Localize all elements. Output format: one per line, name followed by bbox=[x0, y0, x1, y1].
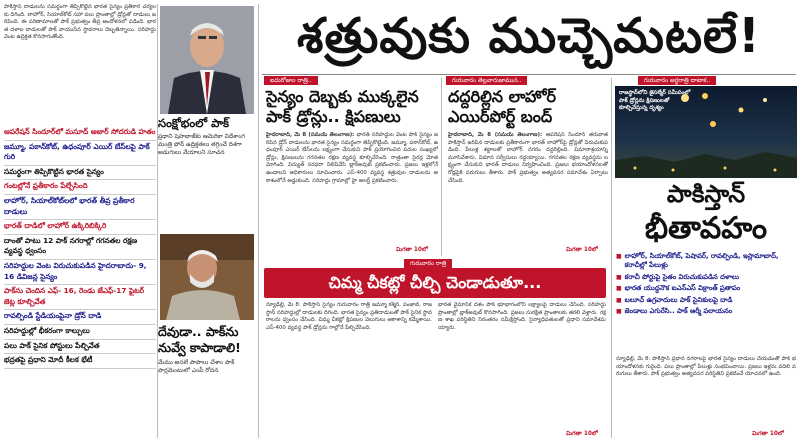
bullet-icon: ■ bbox=[616, 296, 622, 304]
right-headline-1: పాకిస్తాన్ bbox=[666, 180, 746, 208]
person-illustration-2 bbox=[160, 234, 254, 320]
story2-body: ఆపరేషన్ సిందూర్ తరువాత పాకిస్తాన్ జరిపిన దాడులకు ప్రతీకారంగా భారత్ లాహోర్‌పై డ్రోన్లతో విరుచుకుపడింది. పేలుళ్ల శబ్దాలతో లాహోర్ నగరం దద్దరిల్లింది. విమానాశ్రయాన్ని మూసివేశారు. విమాన సర్వీసులు రద్దయ్యాయి. గగనతల రక్షణ వ్యవస్థను లక్ష్యంగా చేసుకుని భారత్ దాడులు నిర్వహించింది. ప్రజలు భయాందోళనలతో రోడ్లపైకి పరుగులు తీశారు. పాక్ ప్రభుత్వం అత్యవసర సమావేశం ఏర్పాటు చేసింది. bbox=[448, 132, 608, 184]
quote-sub: మేము అసలే పాపాలు చేశాం పాక్ పార్లమెంటులో ఎంపీ రోదన bbox=[158, 359, 235, 374]
left-top-headline-box bbox=[158, 116, 256, 182]
quote-box bbox=[158, 324, 256, 440]
story1-kicker: ఐదురోజుల రాత్రి.. bbox=[264, 76, 318, 85]
pm-photo bbox=[160, 6, 254, 114]
bullet-icon: ■ bbox=[616, 308, 622, 316]
divider-mid bbox=[258, 4, 259, 438]
mp-photo bbox=[160, 234, 254, 320]
story3-kicker: గురువారం రాత్రి bbox=[404, 259, 452, 268]
right-kicker: గురువారం అర్ధరాత్రి దాటాక.. bbox=[638, 76, 716, 85]
left-top-text bbox=[4, 4, 156, 122]
left-list-item: పాక్‌ను చెందిన ఎఫ్- 16, రెండు జేఎఫ్-17 ఫైటర్ జెట్ల కూల్చివేత bbox=[4, 285, 156, 310]
story3-byline: మిగతా 10లో bbox=[566, 431, 598, 437]
story2-headline: దద్దరిల్లిన లాహోర్ ఎయిర్‌పోర్ట్ బంద్ bbox=[448, 87, 557, 126]
right-bullet-text: కరాచీ పోర్టుపై సైతం విరుచుకుపడిన దళాలు bbox=[624, 272, 739, 281]
left-list-item: సమర్థంగా తిప్పికొట్టిన భారత సైన్యం bbox=[4, 166, 156, 181]
bullet-icon: ■ bbox=[616, 285, 622, 293]
right-byline: మిగతా 10లో bbox=[752, 431, 784, 437]
story3-body-col1 bbox=[266, 302, 432, 436]
story3-headline-bar bbox=[264, 268, 606, 298]
left-list-item: రావల్పిండి స్టేడియంపైనా డ్రోన్ దాడి bbox=[4, 310, 156, 325]
left-list-item: సరిహద్దుల్లో భీకరంగా కాల్పులు bbox=[4, 325, 156, 340]
right-bullet-text: బలూచ్ ఉగ్రవాదులు పాక్ సైనికులపై దాడి bbox=[624, 295, 733, 304]
left-top-sub: ప్రధాని షెహబాజ్‌కు ఆమెరికా విదేశాంగ మంత్రి ఫోన్ ఉద్రిక్తతలు తగ్గించే దిశగా అడుగులు వేయాలని సూచన bbox=[158, 133, 245, 156]
story1-body-box bbox=[266, 132, 438, 252]
story3-body-col2 bbox=[438, 302, 606, 436]
story3-body2: భారత వైమానిక దళం పాక్ భూభాగంలోని లక్ష్యాలపై దాడులు చేసింది. సరిహద్దు ప్రాంతాల్లో బ్లాక్‌అవుట్ కొనసాగింది. ప్రజలు సురక్షిత ప్రాంతాలకు తరలి వెళ్లారు. రక్షణ శాఖ పరిస్థితిని నిరంతరం సమీక్షిస్తోంది. సైన్యాధిపతులతో ప్రధాని సమావేశమయ్యారు. bbox=[438, 302, 606, 331]
quote-title: దేవుడా.. పాక్‌ను నువ్వే కాపాడాలి! bbox=[158, 324, 241, 355]
left-list-item: ఆపరేషన్ సిందూర్‌లో మసూద్ అజార్ సోదరుడి హతం bbox=[4, 126, 156, 141]
story3-body1: న్యూఢిల్లీ, మే 8: పాకిస్తాన్ సైన్యం గురువారం రాత్రి జమ్మూ కశ్మీర్, పంజాబ్, రాజస్థాన్ సరిహద్దుల్లో దాడులకు దిగింది. భారత సైన్యం ప్రతిదాడులతో పాక్ సైనిక స్థావరాలను ధ్వంసం చేసింది. చిమ్మ చీకట్లో క్షిపణుల వెలుగులు ఆకాశాన్ని కమ్మేశాయి. ఎస్-400 వ్యవస్థ పాక్ డ్రోన్లను గాల్లోనే పేల్చివేసింది. bbox=[266, 302, 432, 331]
right-bullet-text: లాహోర్, సియాల్‌కోట్, పెషావర్, రావల్పిండి, ఇస్లామాబాద్, కరాచీల్లో పేలుళ్లు bbox=[624, 252, 779, 270]
left-top-body: పాకిస్తాన్ దాడులను సమర్థంగా తిప్పికొట్టిన భారత సైన్యం ప్రతీకార చర్యలకు దిగింది. లాహోర్, సియాల్‌కోట్ సహా పలు ప్రాంతాల్లో డ్రోన్లతో దాడులు జరిపింది. ఈ పరిణామాలతో పాక్ ప్రభుత్వం తీవ్ర ఆందోళనలో పడింది. భారత దళాల దాడులతో పాక్ వాయుసేన స్థావరాలు దెబ్బతిన్నాయి. సరిహద్దు వెంట ఉద్రిక్తత కొనసాగుతోంది. bbox=[4, 4, 156, 41]
right-bullet-item bbox=[616, 273, 796, 282]
divider-story2-right bbox=[611, 78, 612, 438]
right-bullet-item bbox=[616, 284, 796, 293]
left-top-headline: సంక్షోభంలో పాక్ bbox=[158, 116, 230, 130]
right-bullet-text: భారత యుద్ధనౌక ఐఎన్ఎస్ విక్రాంత్ ప్రతాపం bbox=[624, 284, 741, 293]
story1-body: భారత్ సరిహద్దుల వెంట పాక్ సైన్యం జరిపిన డ్రోన్ దాడులను భారత సైన్యం సమర్థంగా తిప్పికొట్టింది. జమ్మూ, పఠాన్‌కోట్, ఉధంపూర్ ఎయిర్ బేస్‌లను లక్ష్యంగా చేసుకుని పాక్ ప్రయోగించిన పదుల సంఖ్యలో డ్రోన్లు, క్షిపణులను గగనతల రక్షణ వ్యవస్థ కూల్చివేసింది. రాత్రంతా సైరన్ల మోత మోగింది. విద్యుత్ సరఫరా నిలిపివేసి బ్లాక్‌అవుట్ ప్రకటించారు. ప్రజలు ఇళ్లలోనే ఉండాలని అధికారులు సూచించారు. ఎస్-400 వ్యవస్థ శత్రువుల దాడులను ఆకాశంలోనే అడ్డుకుంది. సరిహద్దు గ్రామాల్లో హై అలర్ట్ ప్రకటించారు. bbox=[266, 132, 438, 184]
left-list-item: సరిహద్దుల వెంట విరుచుకుపడిన హైదరాబాదు- 9, 16 డివిజన్ల సైన్యం bbox=[4, 260, 156, 285]
main-headline: శత్రువుకు ముచ్చెమటలే! bbox=[297, 8, 761, 64]
right-bullet-item bbox=[616, 296, 796, 305]
divider-under-headline bbox=[262, 74, 796, 75]
person-illustration bbox=[160, 6, 254, 114]
story2-byline: మిగతా 10లో bbox=[566, 247, 598, 253]
story1-dateline: హైదరాబాద్, మే 8 (సమయ్ తెలంగాణ): bbox=[266, 132, 355, 138]
photo-caption: రాజస్థాన్‌లోని జైసల్మేర్ సమీపంలో పాక్ డ్రోన్లను క్షిపణులతో కూల్చివేస్తున్న దృశ్యం bbox=[619, 90, 691, 111]
left-list-item: గంటల్లోనే ఫ్రతీకారం పేల్చేసింది bbox=[4, 180, 156, 195]
left-list-item: భద్రతపై ప్రధాని మోదీ కీలక భేటీ bbox=[4, 354, 156, 369]
right-bullets bbox=[616, 252, 796, 356]
story3-headline: చిమ్మ చీకట్లో చీల్చి చెండాడుతూ... bbox=[328, 273, 542, 292]
right-bullet-item bbox=[616, 307, 796, 316]
story1-headline: సైన్యం దెబ్బకు ముక్కలైన పాక్ డ్రోన్లు.. క్షిపణులు bbox=[266, 87, 419, 126]
left-list-item: పలు పాక్ సైనిక పోస్టులు పేల్చివేత bbox=[4, 340, 156, 355]
right-bullet-item bbox=[616, 252, 796, 271]
story2-dateline: హైదరాబాద్, మే 8 (సమయ్ తెలంగాణ): bbox=[448, 132, 543, 138]
divider-story1-2 bbox=[441, 78, 442, 256]
right-bullet-text: జెండాలు ఎగురేసి.. పాక్ ఆర్మీ పలాయనం bbox=[624, 307, 733, 316]
left-list-item: దాంతో పాటు 12 పాక్ నగరాల్లో గగనతల రక్షణ వ్యవస్థ ధ్వంసం bbox=[4, 235, 156, 260]
right-headline-2: భీతావహం bbox=[644, 211, 768, 246]
left-headline-list bbox=[4, 126, 156, 440]
story2-body-box bbox=[448, 132, 608, 252]
bullet-icon: ■ bbox=[616, 273, 622, 281]
story1-byline: మిగతా 10లో bbox=[396, 247, 428, 253]
left-list-item: జమ్మూ, పఠాన్‌కోట్, ఉధంపూర్ ఎయిర్ బేస్‌లపై పాక్ గురి bbox=[4, 141, 156, 166]
divider-left bbox=[157, 4, 158, 438]
left-list-item: భారత్ దాడిలో లాహోర్ ఉక్కిరిబిక్కిరి bbox=[4, 220, 156, 235]
left-list-item: లాహోర్, సియాల్‌కోట్‌లలో భారత్ తీవ్ర ప్రతీకార దాడులు bbox=[4, 195, 156, 220]
bullet-icon: ■ bbox=[616, 253, 622, 260]
night-sky-photo bbox=[615, 86, 797, 178]
right-body-box bbox=[616, 356, 796, 436]
right-body: న్యూఢిల్లీ, మే 8: పాకిస్తాన్ ప్రధాన నగరాలపై భారత సైన్యం దాడులు చేయడంతో పాక్ భయాందోళనకు గురైంది. పలు ప్రాంతాల్లో పేలుళ్లు సంభవించాయి. ప్రజలు ఇళ్లను వదిలి పరుగులు తీశారు. పాక్ ప్రభుత్వం అత్యవసర పరిస్థితిని ప్రకటించే యోచనలో ఉంది. bbox=[616, 356, 796, 378]
story2-kicker: గురువారం తెల్లవారుజామున.. bbox=[446, 76, 527, 85]
